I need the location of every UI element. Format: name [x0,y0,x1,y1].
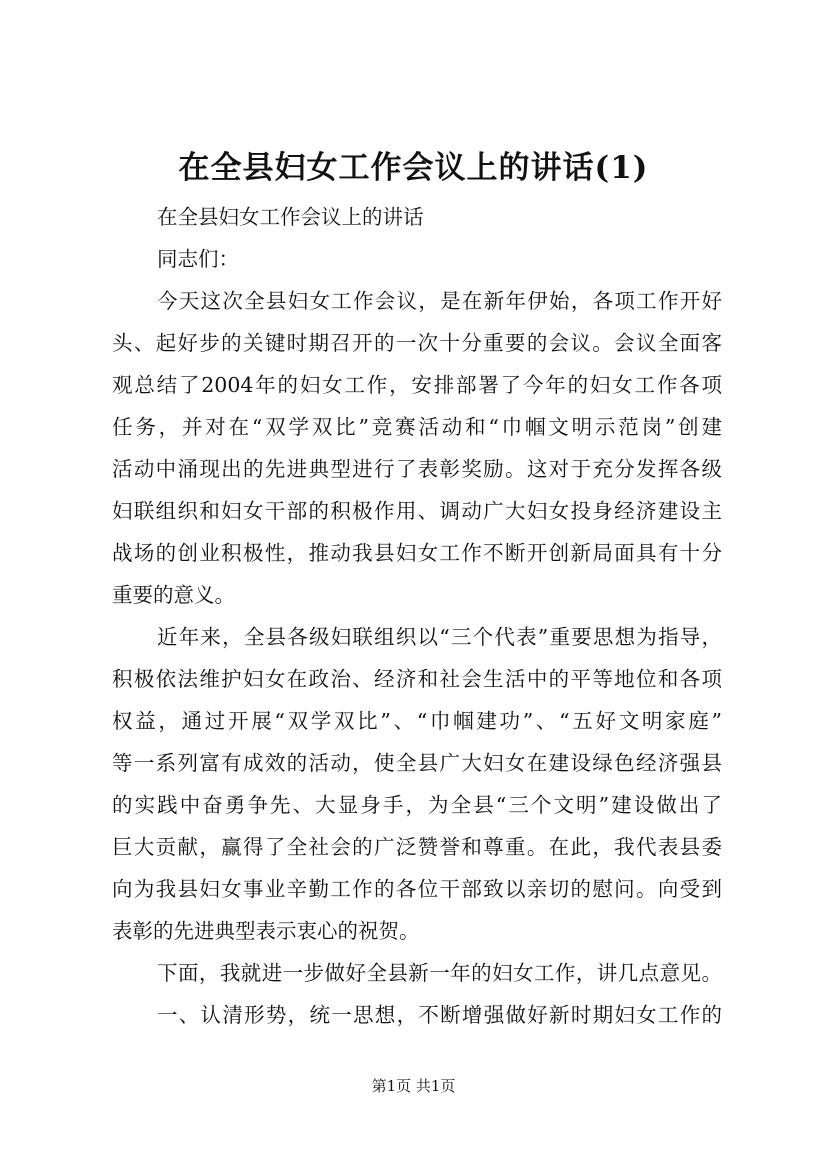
text-line: 重要的意义。 [112,583,235,607]
text-line: 权益，通过开展“双学双比”、“巾帼建功”、“五好文明家庭” [112,709,722,733]
text-line: 巨大贡献，赢得了全社会的广泛赞誉和尊重。在此，我代表县委 [112,835,722,859]
text-line: 同志们： [157,247,239,271]
text-line: 战场的创业积极性，推动我县妇女工作不断开创新局面具有十分 [112,541,722,565]
text-line: 近年来，全县各级妇联组织以“三个代表”重要思想为指导， [157,625,722,649]
text-line: 向为我县妇女事业辛勤工作的各位干部致以亲切的慰问。向受到 [112,877,722,901]
text-line: 头、起好步的关键时期召开的一次十分重要的会议。会议全面客 [112,331,722,355]
text-line: 在全县妇女工作会议上的讲话 [157,205,424,229]
text-line: 观总结了2004年的妇女工作，安排部署了今年的妇女工作各项 [112,373,722,397]
text-line: 今天这次全县妇女工作会议，是在新年伊始，各项工作开好 [157,289,722,313]
text-line: 的实践中奋勇争先、大显身手，为全县“三个文明”建设做出了 [112,793,722,817]
text-line: 表彰的先进典型表示衷心的祝贺。 [112,919,420,943]
text-line: 妇联组织和妇女干部的积极作用、调动广大妇女投身经济建设主 [112,499,722,523]
document-body [112,196,722,1036]
text-line: 积极依法维护妇女在政治、经济和社会生活中的平等地位和各项 [112,667,722,691]
text-line: 一、认清形势，统一思想，不断增强做好新时期妇女工作的 [157,1003,722,1027]
text-line: 下面，我就进一步做好全县新一年的妇女工作，讲几点意见。 [157,961,722,985]
text-line: 等一系列富有成效的活动，使全县广大妇女在建设绿色经济强县 [112,751,722,775]
text-line: 活动中涌现出的先进典型进行了表彰奖励。这对于充分发挥各级 [112,457,722,481]
document-title: 在全县妇女工作会议上的讲话(1) [178,150,649,186]
page-footer: 第1页 共1页 [371,1077,456,1095]
text-line: 任务，并对在“双学双比”竞赛活动和“巾帼文明示范岗”创建 [112,415,722,439]
